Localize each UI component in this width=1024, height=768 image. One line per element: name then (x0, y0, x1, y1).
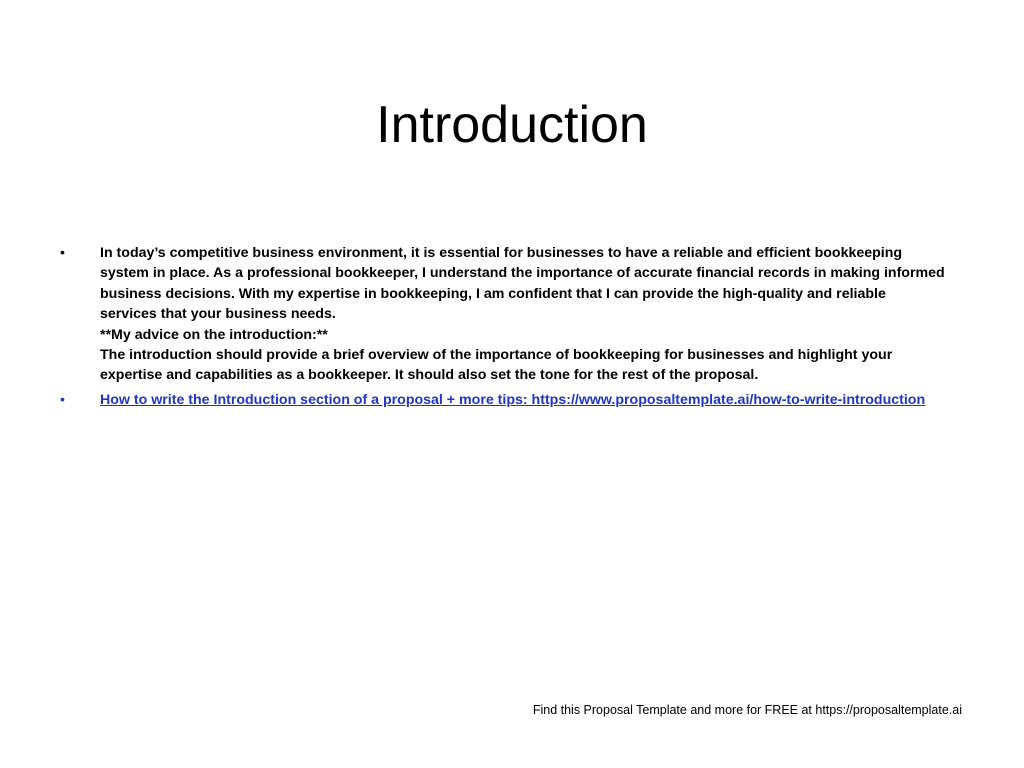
advice-heading: **My advice on the introduction:** (100, 326, 328, 343)
list-item-tips-link (56, 390, 946, 410)
bullet-list (56, 243, 946, 414)
bullet-marker: • (60, 245, 65, 261)
bullet-marker: • (60, 391, 65, 408)
list-item-introduction (56, 243, 946, 386)
footer-note: Find this Proposal Template and more for FREE at https://proposaltemplate.ai (532, 703, 962, 717)
tips-link[interactable]: How to write the Introduction section of a proposal + more tips: https://www.proposaltemplate.ai/how-to-write-introduction (100, 391, 926, 408)
slide-title: Introduction (376, 95, 648, 154)
introduction-paragraph: In today’s competitive business environment, it is essential for businesses to have a reliable and efficient bookkeeping system in place. As a professional bookkeeper, I understand the importance of accurate financial records in making informed business decisions. With my expertise in bookkeeping, I am confident that I can provide the high-quality and reliable services that your business needs. (100, 245, 945, 323)
advice-paragraph: The introduction should provide a brief overview of the importance of bookkeeping for businesses and highlight your expertise and capabilities as a bookkeeper. It should also set the tone for the rest of the proposal. (100, 347, 893, 384)
